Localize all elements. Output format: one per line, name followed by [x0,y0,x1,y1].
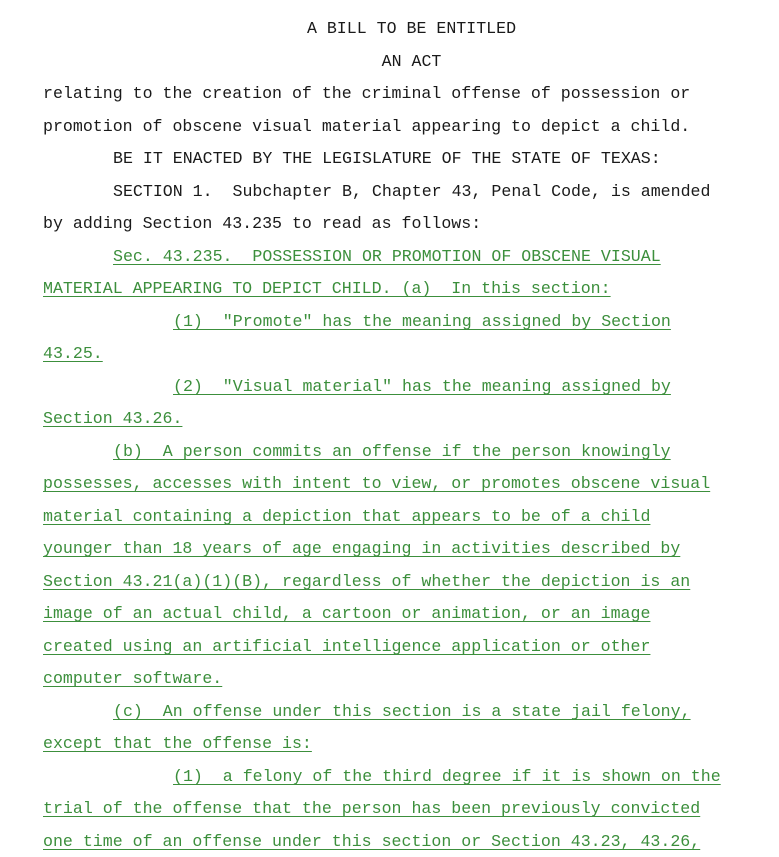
subdivision-a1-line: (1) "Promote" has the meaning assigned by Section [173,312,671,331]
subsection-b-line: created using an artificial intelligence application or other [43,637,651,656]
subsection-b-line: image of an actual child, a cartoon or animation, or an image [43,604,651,623]
subsection-b-line: younger than 18 years of age engaging in activities described by [43,539,681,558]
section-1-line: by adding Section 43.235 to read as follows: [43,214,482,233]
subsection-b-line: computer software. [43,669,223,688]
subsection-b-line: possesses, accesses with intent to view, or promotes obscene visual [43,474,711,493]
subsection-c-line: except that the offense is: [43,734,312,753]
subsection-b-line: Section 43.21(a)(1)(B), regardless of whether the depiction is an [43,572,691,591]
subdivision-a2-line: Section 43.26. [43,409,183,428]
caption-line: relating to the creation of the criminal offense of possession or [43,84,691,103]
caption-line: promotion of obscene visual material appearing to depict a child. [43,117,691,136]
subdivision-c1-line: one time of an offense under this section or Section 43.23, 43.26, [43,832,701,851]
subsection-b-line: (b) A person commits an offense if the person knowingly [113,442,671,461]
section-1-line: SECTION 1. Subchapter B, Chapter 43, Penal Code, is amended [113,182,711,201]
subsection-b-line: material containing a depiction that appears to be of a child [43,507,651,526]
enacting-clause: BE IT ENACTED BY THE LEGISLATURE OF THE STATE OF TEXAS: [113,149,661,168]
section-title-line: MATERIAL APPEARING TO DEPICT CHILD. (a) In this section: [43,279,611,298]
section-title-line: Sec. 43.235. POSSESSION OR PROMOTION OF OBSCENE VISUAL [113,247,661,266]
act-heading: AN ACT [381,52,442,71]
subdivision-c1-line: trial of the offense that the person has been previously convicted [43,799,701,818]
subdivision-a2-line: (2) "Visual material" has the meaning assigned by [173,377,671,396]
subdivision-c1-line: (1) a felony of the third degree if it is shown on the [173,767,721,786]
subdivision-a1-line: 43.25. [43,344,103,363]
bill-heading: A BILL TO BE ENTITLED [306,19,517,38]
subsection-c-line: (c) An offense under this section is a state jail felony, [113,702,691,721]
